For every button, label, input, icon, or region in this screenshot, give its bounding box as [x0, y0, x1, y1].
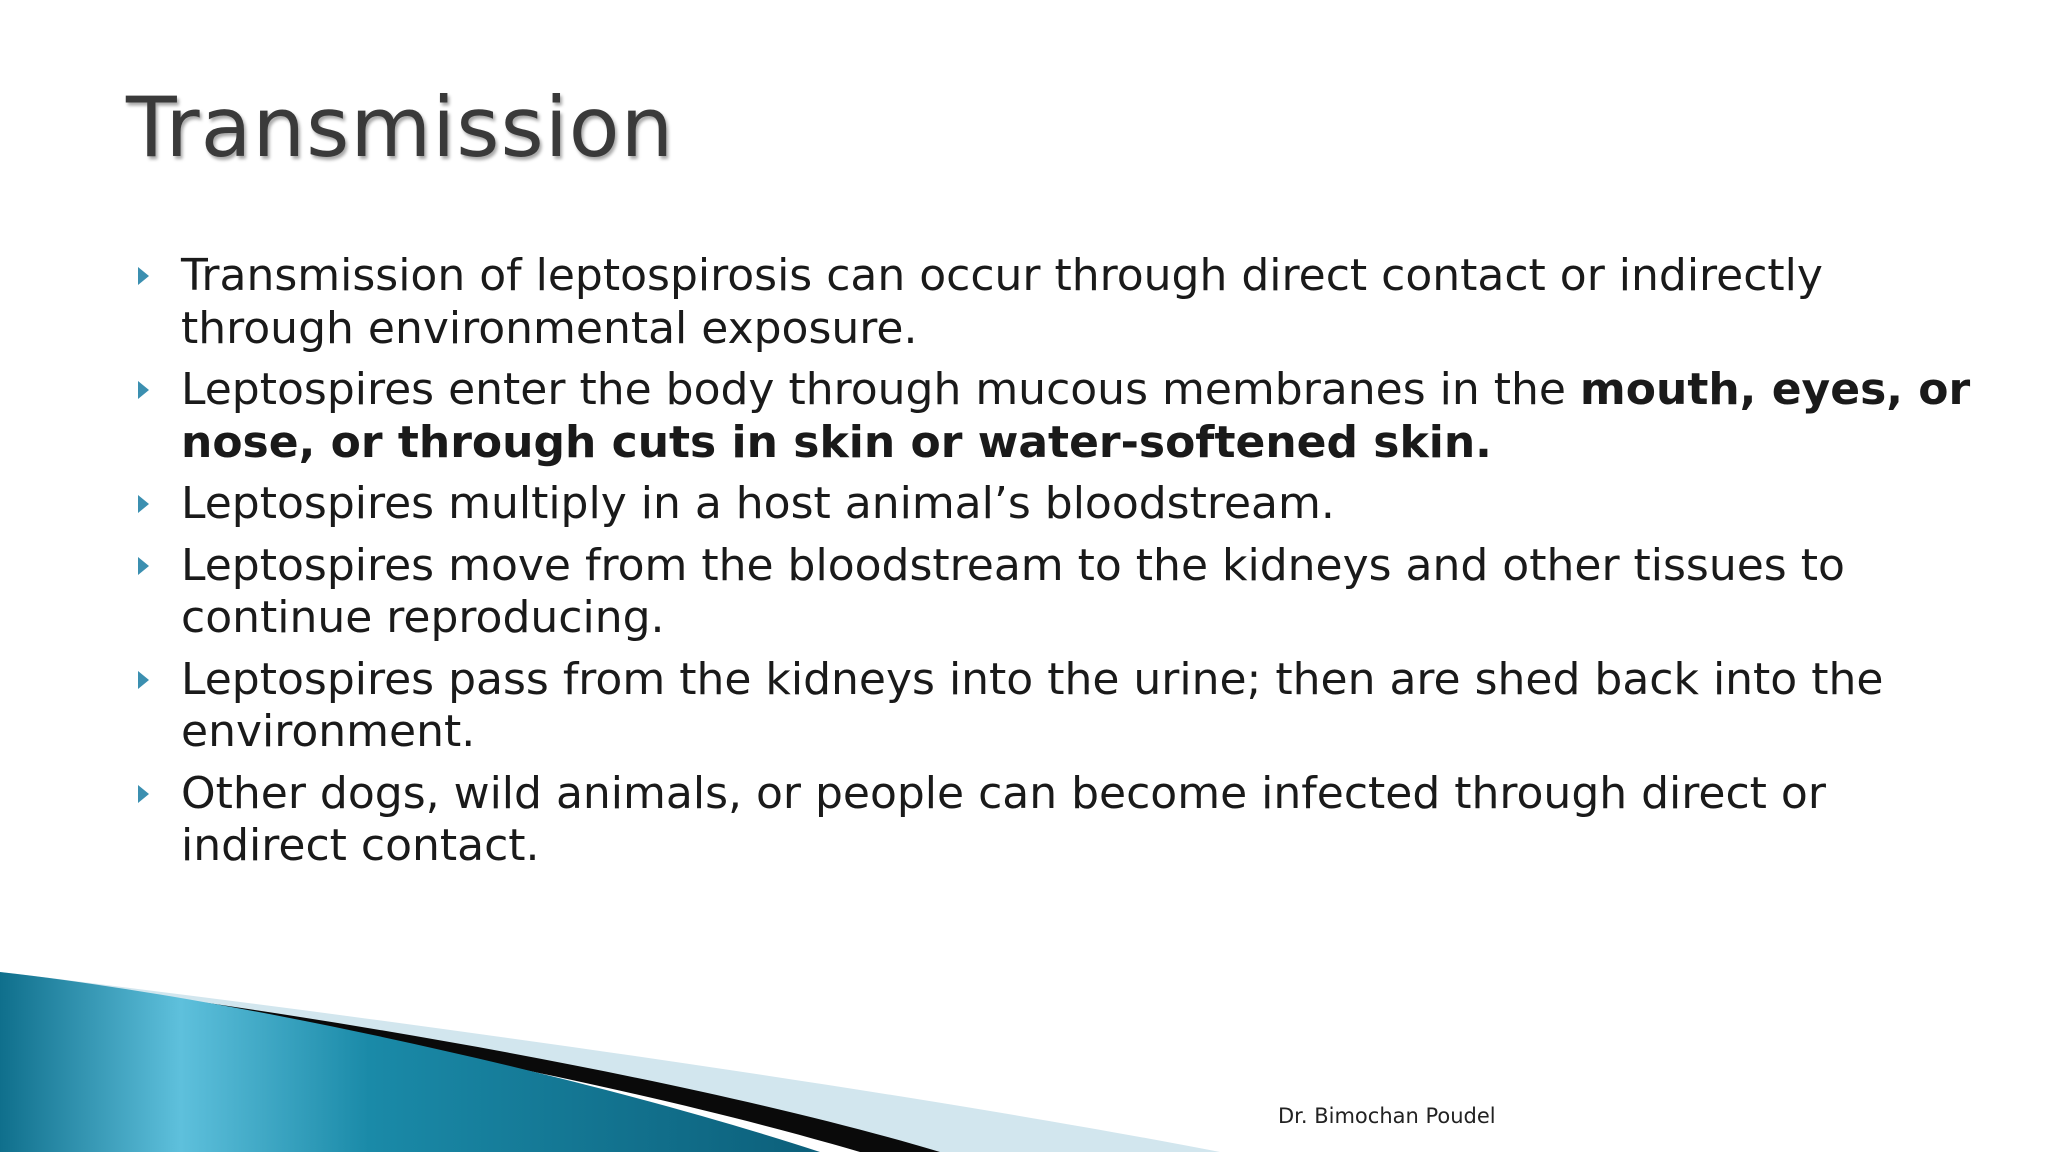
bullet-arrow-icon: [138, 267, 149, 285]
bullet-arrow-icon: [138, 381, 149, 399]
bullet-text: Leptospires pass from the kidneys into the urine; then are shed back into the environment.: [181, 653, 1884, 757]
bullet-arrow-icon: [138, 557, 149, 575]
bullet-list: [138, 250, 1998, 882]
bullet-item: [138, 250, 1998, 355]
bullet-item: [138, 364, 1998, 469]
wave-blue-band: [0, 972, 820, 1152]
bullet-text: Other dogs, wild animals, or people can become infected through direct or indirect contact.: [181, 767, 1826, 871]
footer-author: Dr. Bimochan Poudel: [1278, 1104, 1496, 1128]
bullet-bold-text: mouth, eyes, or nose, or through cuts in skin or water-softened skin.: [181, 364, 1971, 468]
bullet-arrow-icon: [138, 785, 149, 803]
bullet-item: [138, 540, 1998, 645]
bullet-text: Leptospires enter the body through mucous membranes in the: [181, 364, 1580, 415]
bullet-item: [138, 478, 1998, 531]
bullet-item: [138, 768, 1998, 873]
bullet-text: Leptospires multiply in a host animal’s bloodstream.: [181, 478, 1335, 529]
slide-title: Transmission: [126, 79, 675, 176]
bullet-text: Transmission of leptospirosis can occur through direct contact or indirectly through environmental exposure.: [181, 250, 1823, 354]
bullet-text: Leptospires move from the bloodstream to the kidneys and other tissues to continue reproducing.: [181, 539, 1845, 643]
bullet-arrow-icon: [138, 495, 149, 513]
bullet-item: [138, 654, 1998, 759]
bullet-arrow-icon: [138, 671, 149, 689]
